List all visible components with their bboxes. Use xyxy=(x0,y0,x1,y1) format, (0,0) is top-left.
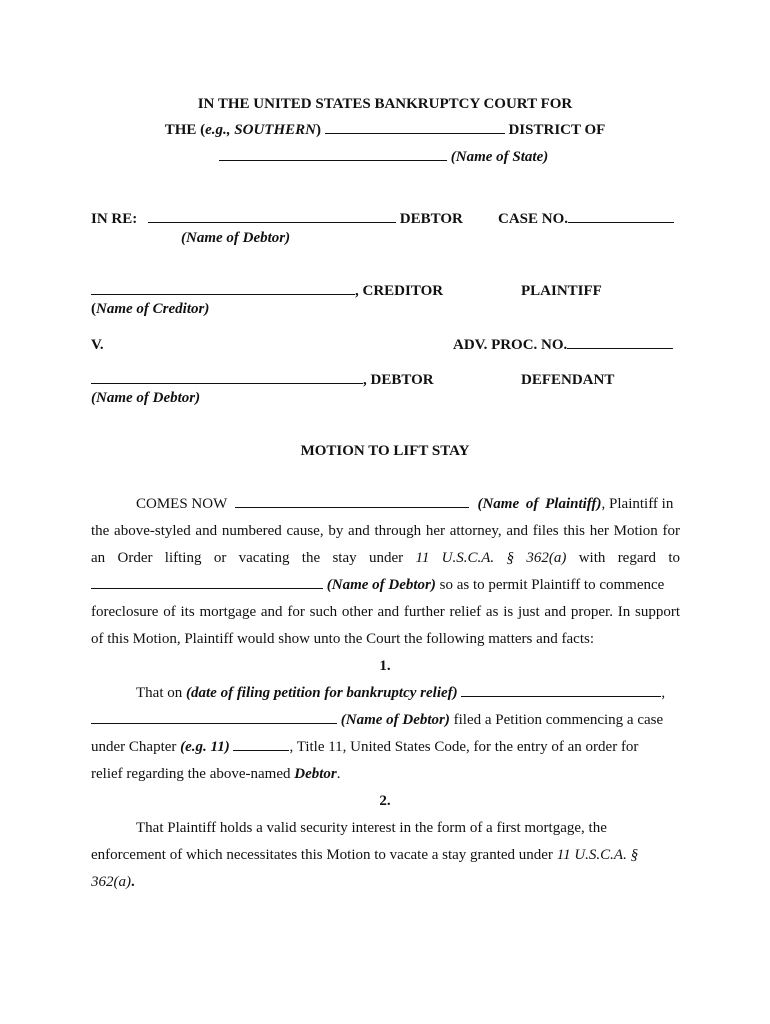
p2-line1 xyxy=(91,686,680,701)
creditor-hint-text: Name of Creditor) xyxy=(96,301,210,317)
adv-proc-row xyxy=(453,338,673,353)
court-heading-line2 xyxy=(0,123,770,138)
p1-line4 xyxy=(91,578,680,593)
that-on: That on xyxy=(136,685,183,701)
p2-line3-b: , Title 11, United States Code, for the entry of an order for xyxy=(289,739,639,755)
case-no-blank[interactable] xyxy=(568,221,674,223)
p1-line1 xyxy=(91,497,680,512)
p1-line5: foreclosure of its mortgage and for such other and further relief as is just and proper. In support xyxy=(91,604,680,620)
comma: , xyxy=(661,685,666,701)
in-re-label: IN RE: xyxy=(91,211,138,227)
period-2: . xyxy=(131,874,135,890)
p2-line4 xyxy=(91,767,680,782)
comes-now: COMES NOW xyxy=(136,496,227,512)
plaintiff-name-blank[interactable] xyxy=(235,506,469,508)
chapter-blank[interactable] xyxy=(233,749,289,751)
district-of-label: DISTRICT OF xyxy=(508,122,606,138)
p3-line2 xyxy=(91,848,680,863)
paragraph-number-1: 1. xyxy=(379,658,391,674)
p2-line2-rest: filed a Petition commencing a case xyxy=(453,712,664,728)
p2-line4-a: relief regarding the above-named xyxy=(91,766,291,782)
p1-line2: the above-styled and numbered cause, by and through her attorney, and files this her Motion for xyxy=(91,523,680,539)
creditor-paren: ( xyxy=(91,301,96,317)
p3-line2-a: enforcement of which necessitates this Motion to vacate a stay granted under xyxy=(91,847,553,863)
debtor-label-2: , DEBTOR xyxy=(363,372,434,388)
district-blank[interactable] xyxy=(325,132,505,134)
period: . xyxy=(336,766,341,782)
p1-line4-rest: so as to permit Plaintiff to commence xyxy=(439,577,665,593)
p3-line1-text: That Plaintiff holds a valid security interest in the form of a first mortgage, the xyxy=(136,820,607,836)
paragraph-number-2: 2. xyxy=(379,793,391,809)
plaintiff-label: PLAINTIFF xyxy=(521,283,602,299)
name-of-debtor-hint-2: (Name of Debtor) xyxy=(91,390,201,406)
name-of-plaintiff-hint: (Name of Plaintiff) xyxy=(477,496,602,512)
filing-date-hint: (date of filing petition for bankruptcy relief) xyxy=(186,685,458,701)
p2-line2 xyxy=(91,713,680,728)
p3-line3 xyxy=(91,875,680,890)
debtor-emphasis: Debtor xyxy=(294,766,337,782)
district-example: e.g., SOUTHERN xyxy=(205,122,316,138)
case-no-label: CASE NO. xyxy=(498,211,569,227)
chapter-example: (e.g. 11) xyxy=(180,739,230,755)
p1-line3-b: with regard to xyxy=(578,550,681,566)
creditor-label: , CREDITOR xyxy=(355,283,444,299)
defendant-label: DEFENDANT xyxy=(521,372,615,388)
p1-line6: of this Motion, Plaintiff would show unto the Court the following matters and facts: xyxy=(91,631,595,647)
under-chapter: under Chapter xyxy=(91,739,177,755)
case-no-row xyxy=(498,212,674,227)
versus-label: V. xyxy=(91,337,104,353)
debtor-name-blank-row xyxy=(148,212,463,227)
paren-close: ) xyxy=(315,122,321,138)
the-prefix: THE ( xyxy=(164,122,206,138)
p1-line3-a: an Order lifting or vacating the stay under xyxy=(91,550,404,566)
creditor-row xyxy=(91,284,443,299)
court-heading-text: IN THE UNITED STATES BANKRUPTCY COURT FOR xyxy=(197,96,573,112)
name-of-creditor-hint xyxy=(91,302,209,317)
adv-proc-label: ADV. PROC. NO. xyxy=(453,337,568,353)
name-of-debtor-hint-4: (Name of Debtor) xyxy=(340,712,450,728)
adv-proc-blank[interactable] xyxy=(567,347,673,349)
creditor-name-blank[interactable] xyxy=(91,293,355,295)
statute-ref: 11 U.S.C.A. § xyxy=(556,847,639,863)
p1-line3 xyxy=(91,551,680,566)
debtor-name-blank-3[interactable] xyxy=(91,587,323,589)
debtor-name-blank-4[interactable] xyxy=(91,722,337,724)
state-blank[interactable] xyxy=(219,159,447,161)
filing-date-blank[interactable] xyxy=(461,695,661,697)
statute-362a-2: 362(a) xyxy=(91,874,131,890)
statute-362a: 11 U.S.C.A. § 362(a) xyxy=(415,550,567,566)
p3-line1 xyxy=(91,821,680,836)
defendant-debtor-row xyxy=(91,373,434,388)
name-of-debtor-hint-1: (Name of Debtor) xyxy=(181,230,291,246)
state-label: (Name of State) xyxy=(450,149,549,165)
debtor-label: DEBTOR xyxy=(399,211,463,227)
motion-title: MOTION TO LIFT STAY xyxy=(300,443,470,459)
debtor-name-blank-1[interactable] xyxy=(148,221,396,223)
court-heading-line1 xyxy=(0,97,770,112)
court-heading-line3 xyxy=(219,150,548,165)
name-of-debtor-hint-3: (Name of Debtor) xyxy=(326,577,436,593)
plaintiff-in: , Plaintiff in xyxy=(601,496,674,512)
p2-line3 xyxy=(91,740,680,755)
debtor-name-blank-2[interactable] xyxy=(91,382,363,384)
